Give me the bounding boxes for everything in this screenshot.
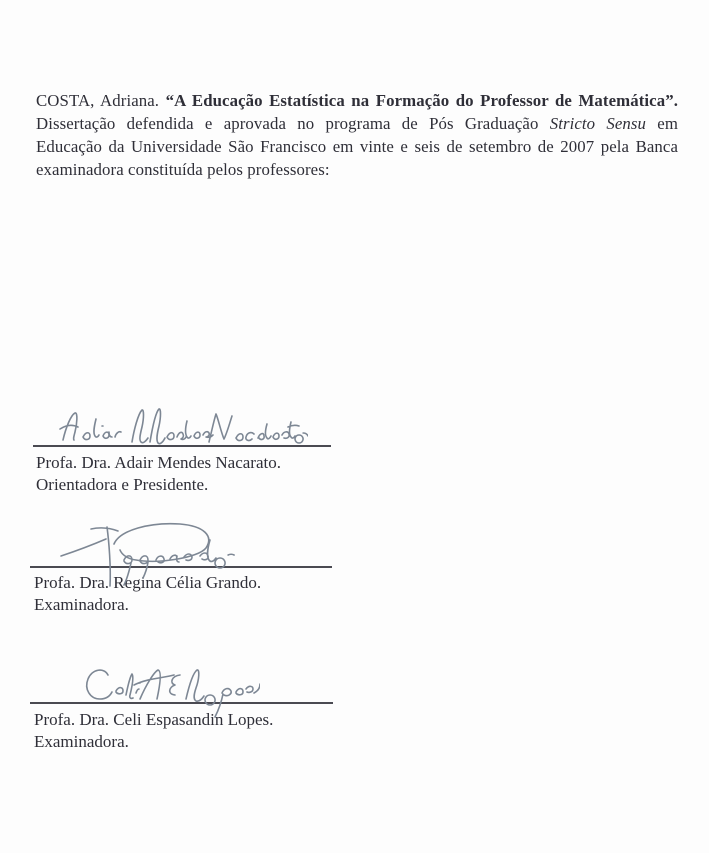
citation-line-1: [36, 89, 678, 112]
citation-paragraph: [36, 89, 678, 181]
citation-line-3: Educação da Universidade São Francisco em vinte e seis de setembro de 2007 pela Banca: [36, 137, 678, 156]
signature-rule: [30, 702, 333, 704]
signature-rule: [30, 566, 332, 568]
signer-role: Examinadora.: [34, 732, 129, 751]
signer-name: Profa. Dra. Adair Mendes Nacarato.: [36, 453, 281, 472]
citation-text: em: [646, 114, 678, 133]
program-name-italic: Stricto Sensu: [549, 114, 647, 133]
signature-adair-mendes-nacarato: [58, 402, 308, 450]
signer-role: Examinadora.: [34, 595, 129, 614]
dissertation-title: “A Educação Estatística na Formação do Professor de Matemática”.: [165, 91, 678, 110]
citation-line-2: [36, 112, 678, 135]
signer-role: Orientadora e Presidente.: [36, 475, 209, 494]
citation-text: Dissertação defendida e aprovada no programa de Pós Graduação: [36, 114, 550, 133]
signer-name: Profa. Dra. Celi Espasandin Lopes.: [34, 710, 274, 729]
signature-rule: [33, 445, 331, 447]
citation-line-4: examinadora constituída pelos professores:: [36, 160, 330, 179]
author-reference: COSTA, Adriana.: [36, 91, 166, 110]
signer-name: Profa. Dra. Regina Célia Grando.: [34, 573, 262, 592]
